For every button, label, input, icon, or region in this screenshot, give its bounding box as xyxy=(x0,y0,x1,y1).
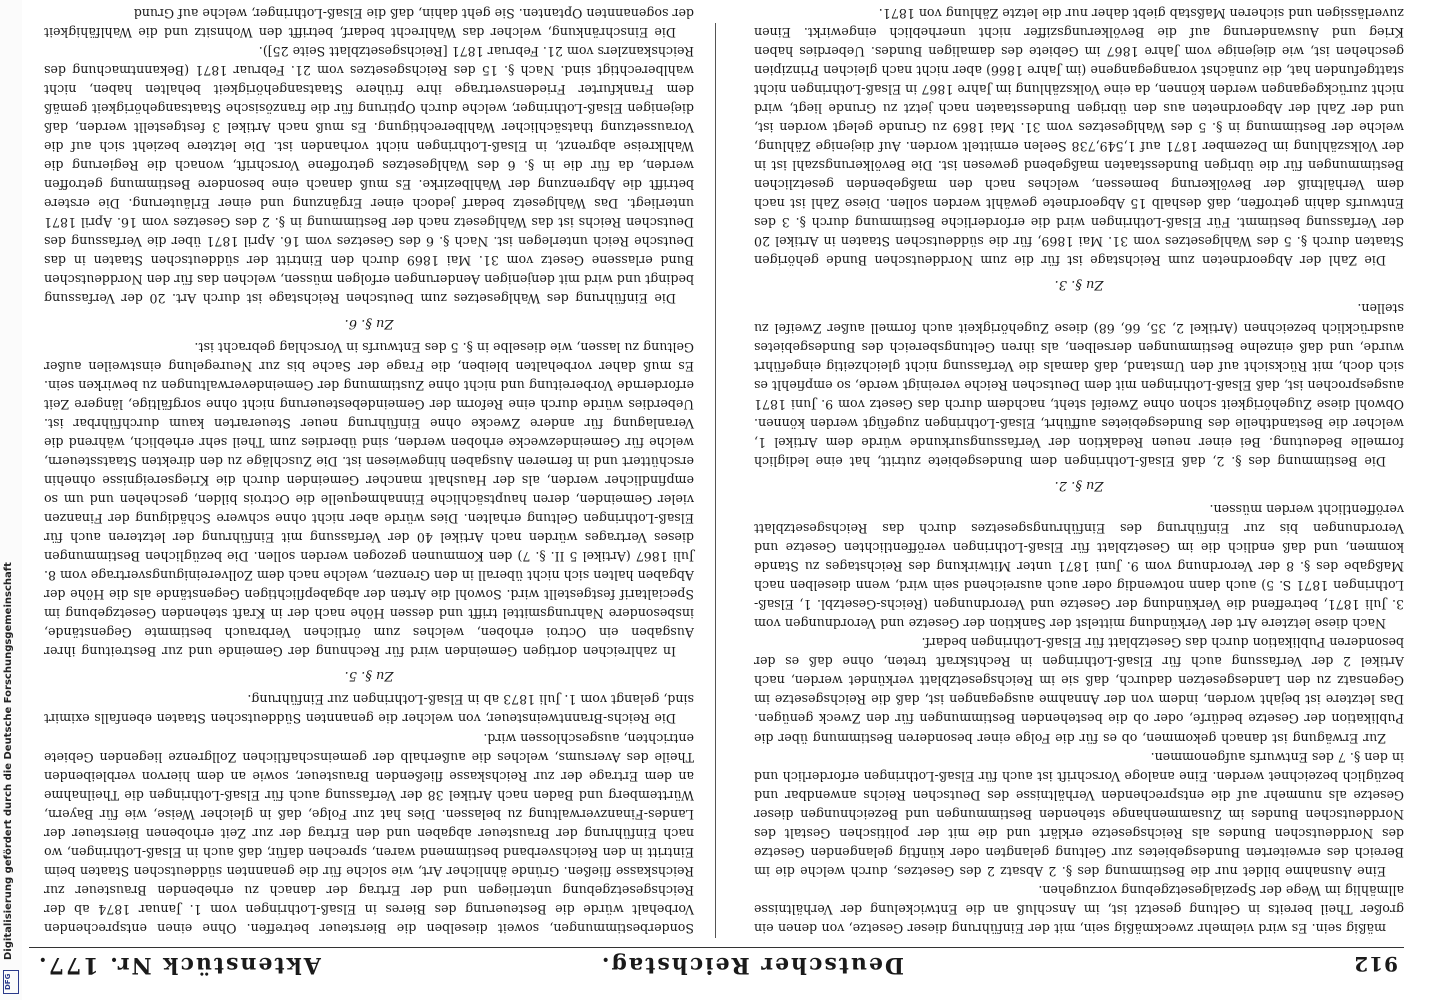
paragraph: Nach diese letztere Art der Verkündung mittelst der Sanktion der Gesetze und Verordnungen vom 3. Juli 1871, betreffend die Verkündung der Gesetze und Verordnungen (Reichs-Gesetzbl. 1, Elsaß-Lothringen 1871 S. 5) auch dann notwendig oder auch ausreichend sein wird, wenn dieselben nach Maßgabe des §. 8 der Verordnung vom 9. Juni 1871 unter Mitwirkung des Reichstages zu Stande kommen, und daß endlich die im Gesetzblatt für Elsaß-Lothringen veröffentlichten Gesetze und Verordnungen bis zur Einführung des Einführungsgesetzes durch das Reichsgesetzblatt veröffentlicht werden müssen. xyxy=(754,501,1404,632)
paragraph: In zahlreichen dortigen Gemeinden wird für Rechnung der Gemeinde und zur Bestreitung ihrer Ausgaben ein Octroi erhoben, welches zum örtlichen Verbrauch bestimmte Gegenstände, insbesondere Nahrungsmittel trifft und dessen Höhe nach der in Kraft stehenden Gesetzgebung im Specialtarif festgestellt wird. Sowohl die Arten der abgabepflichtigen Gegenstände als die Höhe der Abgaben halten sich nicht überall in den Grenzen, welche nach dem Zollvereinigungsvertrage vom 8. Juli 1867 (Artikel 5 II. §. 7) den Kommunen gezogen werden sollen. Die bezüglichen Bestimmungen dieses Vertrages würden nach Artikel 40 der Verfassung mit Einführung der letzteren auch für Elsaß-Lothringen Geltung erhalten. Dies würde aber nicht ohne schwere Schädigung der Finanzen vieler Gemeinden, deren hauptsächliche Einnahmequelle die Octrois bilden, geschehen und um so empfindlicher werden, als der Haushalt mancher Gemeinden durch die Kriegsereignisse ohnehin erschüttert und in ferneren Ausgaben hingewiesen ist. Die Zuschläge zu den direkten Staatssteuern, welche für Gemeindezwecke erhoben werden, sind überdies zum Theil sehr erheblich, während die Veranlagung für andere Zwecke ohne Einführung neuer Steuerarten kaum durchführbar ist. Ueberdies würde durch eine Reform der Gemeindebesteuerung nicht ohne sorgfältige, längere Zeit erfordernde Vorbereitung und nicht ohne Zustimmung der Gemeindeverwaltungen zu bewirken sein. Es muß daher vorbehalten bleiben, die Frage der Sache bis zur Neuregelung einstweilen außer Geltung zu lassen, wie dieselbe in §. 5 des Entwurfs in Vorschlag gebracht ist. xyxy=(44,339,694,660)
digitisation-credit: Digitalisierung gefördert durch die Deutsche Forschungsgemeinschaft xyxy=(3,562,14,960)
paragraph: mäßig sein. Es wird vielmehr zweckmäßig sein, mit der Einführung dieser Gesetze, von denen ein großer Theil bereits in Geltung gesetzt ist, im Anschluß an die Entwickelung der Verhältnisse allmählig im Wege der Spezialgesetzgebung vorzugehen. xyxy=(754,882,1404,936)
section-heading: Zu §. 6. xyxy=(344,315,394,331)
journal-title: Deutscher Reichstag. xyxy=(599,952,904,978)
section-heading: Zu §. 5. xyxy=(344,668,394,684)
page-number: 912 xyxy=(1353,952,1398,976)
column-divider xyxy=(715,23,716,938)
paragraph: Die Zahl der Abgeordneten zum Reichstage ist für die zum Norddeutschen Bunde gehörigen Staaten durch §. 5 des Wahlgesetzes vom 31. Mai 1869, für die süddeutschen Staaten in Artikel 20 der Verfassung bestimmt. Für Elsaß-Lothringen wird die erforderliche Bestimmung durch §. 3 des Entwurfs dahin getroffen, daß deshalb 15 Abgeordnete gewählt werden sollen. Diese Zahl ist nach dem Verhältniß der Bevölkerung bemessen, welches nach den maßgebenden gesetzlichen Bestimmungen für die übrigen Bundesstaaten maßgebend gewesen ist. Die Bevölkerungszahl ist in der Volkszählung im Dezember 1871 auf 1,549,738 Seelen ermittelt worden. Auf diejenige Zählung, welche der Bestimmung in §. 5 des Wahlgesetzes vom 31. Mai 1869 zu Grunde gelegt worden ist, und der Zahl der Abgeordneten aus den übrigen Bundesstaaten nach jetzt zu Grunde liegt, wird nicht zurückgegangen werden können, da eine Volkszählung im Jahre 1867 in Elsaß-Lothringen nicht stattgefunden hat, die zunächst vorangegangene (im Jahre 1866) aber nicht nach gleichen Prinzipien geschehen ist, wie diejenige vom Jahre 1867 im Gebiete des damaligen Bundes. Ueberdies haben Krieg und Auswanderung auf die Bevölkerungsziffer nicht unerheblich eingewirkt. Einen zuverlässigen und sicheren Maßstab giebt daher nur die letzte Zählung von 1871. xyxy=(754,5,1404,269)
paragraph: Die Bestimmung des §. 2, daß Elsaß-Lothringen dem Bundesgebiete zutritt, hat eine lediglich formelle Bedeutung. Bei einer neuen Redaktion der Verfassungsurkunde würde dem Artikel 1, welcher die Bestandtheile des Bundesgebietes aufführt, Elsaß-Lothringen zugefügt werden können. Obwohl diese Zugehörigkeit schon ohne Zweifel steht, nachdem durch das Gesetz vom 9. Juni 1871 ausgesprochen ist, daß Elsaß-Lothringen mit dem Deutschen Reiche vereinigt werde, so empfiehlt es sich doch, mit Rücksicht auf den Umstand, daß damals die Verfassung nicht gleichzeitig eingeführt wurde, und daß einzelne Bestimmungen derselben, als ihren Geltungsbereich des Bundesgebietes ausdrücklich bezeichnen (Artikel 2, 35, 66, 68) diese Zugehörigkeit auch formell außer Zweifel zu stellen. xyxy=(754,301,1404,469)
paragraph: Die Einführung des Wahlgesetzes zum Deutschen Reichstage ist durch Art. 20 der Verfassung bedingt und wird mit denjenigen Aenderungen erfolgen müssen, welchen das für den Norddeutschen Bund erlassene Gesetz vom 31. Mai 1869 durch den Eintritt der süddeutschen Staaten in das Deutsche Reich unterlegen ist. Nach §. 6 des Gesetzes vom 16. April 1871 über die Verfassung des Deutschen Reichs ist das Wahlgesetz nach der Bestimmung in §. 2 des Gesetzes vom 16. April 1871 unterliegt. Das Wahlgesetz bedarf jedoch einer Ergänzung und einer Erläuterung. Die erstere betrifft die Abgrenzung der Wahlbezirke. Es muß danach eine besondere Bestimmung getroffen werden, da für die in §. 6 des Wahlgesetzes getroffene Vorschrift, wonach die Regierung die Wahlkreise abgrenzt, in Elsaß-Lothringen nicht vorhanden ist. Die letztere bezieht sich auf die Voraussetzung thatsächlicher Wahlberechtigung. Es muß nach Artikel 3 festgestellt werden, daß diejenigen Elsaß-Lothringer, welche durch Optirung für die französische Staatsangehörigkeit gemäß dem Frankfurter Friedensvertrage ihre frühere Staatsangehörigkeit behalten haben, nicht wahlberechtigt sind. Nach §. 15 des Reichsgesetzes vom 21. Februar 1871 (Bekanntmachung des Reichskanzlers vom 21. Februar 1871 [Reichsgesetzblatt Seite 25]). xyxy=(44,43,694,307)
paragraph: Die Einschränkung, welcher das Wahlrecht bedarf, betrifft den Wohnsitz und die Wahlfähigkeit der sogenannten Optanten. Sie geht dahin, daß die Elsaß-Lothringer, welche auf Grund xyxy=(44,5,694,40)
paragraph: Zur Erwägung ist danach gekommen, ob es für die Folge einer besonderen Bestimmung über die Publikation der Gesetze bedürfe, oder ob die bestehenden Bestimmungen für den Zweck genügen. Das letztere ist bejaht worden, indem von der Annahme ausgegangen ist, daß die Reichsgesetze im Gegensatz zu den Landesgesetzen dadurch, daß sie im Reichsgesetzblatt verkündet werden, nach Artikel 2 der Verfassung auch für Elsaß-Lothringen in Rechtskraft treten, ohne daß es der besonderen Publikation durch das Gesetzblatt für Elsaß-Lothringen bedarf. xyxy=(754,635,1404,746)
dfg-logo: DFG xyxy=(3,970,19,994)
section-heading: Zu §. 2. xyxy=(1054,477,1104,493)
page-content xyxy=(29,5,1404,982)
document-number: Aktenstück Nr. 177. xyxy=(37,952,321,978)
section-heading: Zu §. 3. xyxy=(1054,277,1104,293)
paragraph: Eine Ausnahme bildet nur die Bestimmung des §. 2 Absatz 2 des Gesetzes, durch welche die im Bereich des erweiterten Bundesgebietes zur Geltung gelangten oder künftig gelangenden Gesetze des Norddeutschen Bundes als Reichsgesetze erklärt und die mit der politischen Gestalt des Norddeutschen Bundes im Zusammenhange stehenden Bestimmungen und Bezeichnungen dieser Gesetze als nunmehr auf die entsprechenden Verhältnisse des Deutschen Reichs anwendbar und bezüglich bezeichnet werden. Eine analoge Vorschrift ist auch für Elsaß-Lothringen erforderlich und in den §. 7 des Entwurfs aufgenommen. xyxy=(754,749,1404,879)
paragraph: Die Reichs-Branntweinsteuer, von welcher die genannten Süddeutschen Staaten ebenfalls eximirt sind, gelangt vom 1. Juli 1873 ab in Elsaß-Lothringen zur Einführung. xyxy=(44,692,694,727)
left-column xyxy=(754,5,1404,938)
page-header xyxy=(29,947,1404,982)
right-column xyxy=(44,5,694,938)
digitisation-strip xyxy=(0,0,22,1000)
paragraph: Sonderbestimmungen, soweit dieselben die Biersteuer betreffen. Ohne einen entsprechenden Vorbehalt würde die Besteuerung des Bieres in Elsaß-Lothringen vom 1. Januar 1874 ab der Reichsgesetzgebung unterliegen und der Ertrag der danach zu erhebenden Brausteuer zur Reichskasse fließen. Gründe ähnlicher Art, wie solche für die genannten süddeutschen Staaten beim Eintritt in den Reichsverband bestimmend waren, sprechen dafür, daß auch in Elsaß-Lothringen, wo nach Einführung der Brausteuer abgaben und den Ertrag der zur Zeit erhobenen Biersteuer der Landes-Finanzverwaltung zu belassen. Dies hat zur Folge, daß in gleicher Weise, wie für Bayern, Württemberg und Baden nach Artikel 38 der Verfassung auch für Elsaß-Lothringen die Theilnahme an dem Ertrage der zur Reichskasse fließenden Brausteuer, sowie an dem hiervon verbleibenden Theile des Aversums, welches die außerhalb der gemeinschaftlichen Zollgrenze liegenden Gebiete entrichten, ausgeschlossen wird. xyxy=(44,730,694,936)
